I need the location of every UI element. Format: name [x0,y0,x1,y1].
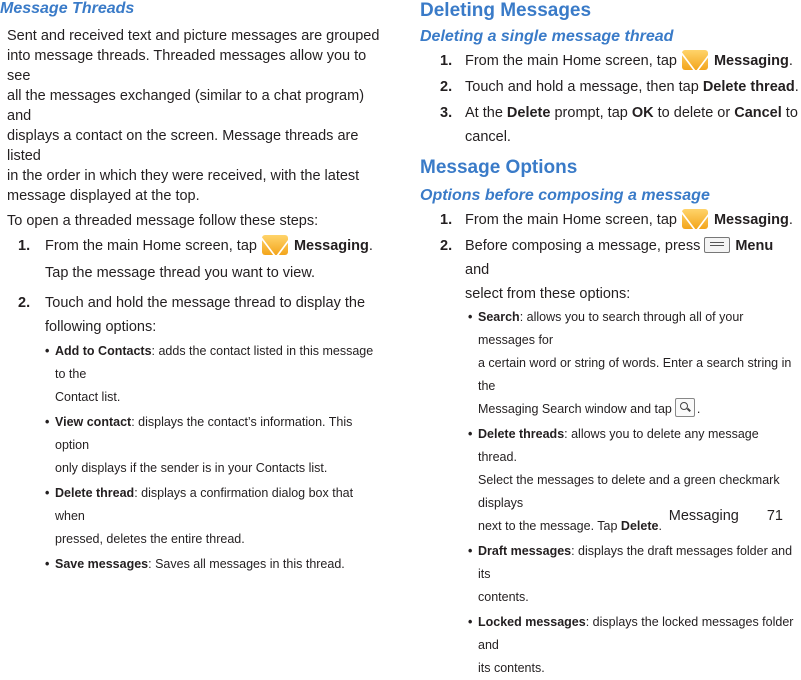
option-name: Draft messages [478,544,572,558]
option-item-cont [0,386,385,409]
intro-paragraph [0,26,385,206]
step-punct: . [794,79,799,95]
option-step-1 [420,208,801,232]
messaging-label: Messaging [713,53,789,69]
delete-step-2 [420,75,801,99]
option-name: Save messages [55,557,149,571]
option-item: • Add to Contacts: adds the contact listed in this message to the [45,344,374,381]
step-number: 2. [440,79,453,95]
menu-label: Menu [735,238,774,254]
option-desc: : allows you to delete any message thread. [478,427,759,464]
step-number: 3. [440,105,453,121]
page-footer [669,506,783,526]
option-item: • Locked messages: displays the locked messages folder and [468,615,794,652]
step-text: prompt, tap [550,105,632,121]
step-text: select from these options: [465,286,631,302]
step-2-line2 [0,315,385,339]
option-item-cont [420,657,801,680]
subheading-options-before: Options before composing a message [420,187,710,204]
delete-thread-label: Delete thread [702,79,795,95]
option-name: Delete threads [478,427,565,441]
right-column [420,0,801,680]
option-item-cont [420,586,801,609]
envelope-icon [262,235,288,255]
left-column [0,0,385,576]
option-item-cont [0,528,385,551]
option-name: Locked messages [478,615,586,629]
option-item: • Delete thread: displays a confirmation dialog box that when [45,486,354,523]
option-item: • Delete threads: allows you to delete any message thread. [468,427,759,464]
option-desc: : Saves all messages in this thread. [148,557,345,571]
step-1 [0,234,385,258]
heading-message-options: Message Options [420,157,578,178]
option-step-2-line2 [420,282,801,306]
step-text: to [781,105,798,121]
intro-line: all the messages exchanged (similar to a chat program) and [7,88,365,124]
delete-step-3 [420,101,801,125]
option-desc: : displays the contact’s information. This option [55,415,353,452]
option-desc: : adds the contact listed in this message to the [55,344,374,381]
menu-key-icon [704,237,730,253]
lead-text: To open a threaded message follow these steps: [7,213,319,229]
option-step-2 [420,234,801,282]
option-item: • Search: allows you to search through all of your messages for [468,310,744,347]
option-desc: only displays if the sender is in your Contacts list. [55,461,328,475]
step-punct: . [788,212,793,228]
step-punct: . [788,53,793,69]
option-desc: a certain word or string of words. Enter a search string in the [478,356,792,393]
section-heading-message-threads: Message Threads [0,0,135,17]
step-punct: . [368,238,373,254]
option-desc: Select the messages to delete and a green checkmark displays [478,473,780,510]
option-name: View contact [55,415,132,429]
intro-line: Sent and received text and picture messages are grouped [7,28,380,44]
option-item: • Draft messages: displays the draft messages folder and its [468,544,793,581]
cancel-label: Cancel [734,105,782,121]
options-list [0,340,385,576]
step-number: 2. [440,238,453,254]
option-desc: : displays the draft messages folder and its [478,544,793,581]
step-number: 1. [18,238,31,254]
step-text: following options: [45,319,157,335]
intro-line: into message threads. Threaded messages allow you to see [7,48,367,84]
messaging-label: Messaging [713,212,789,228]
option-name: Search [478,310,520,324]
search-icon [675,398,695,417]
option-desc: : allows you to search through all of your messages for [478,310,744,347]
option-desc: : displays a confirmation dialog box that when [55,486,354,523]
step-text: Before composing a message, press [465,238,701,254]
option-desc: pressed, deletes the entire thread. [55,532,245,546]
heading-deleting-messages: Deleting Messages [420,0,592,21]
footer-section-title: Messaging [668,508,739,524]
messaging-label: Messaging [293,238,369,254]
option-item-cont [420,352,801,398]
option-name: Delete thread [55,486,135,500]
step-number: 1. [440,53,453,69]
step-1-followup [0,261,385,285]
step-text: From the main Home screen, tap [465,212,677,228]
step-text: Touch and hold the message thread to display the [45,295,366,311]
option-desc: contents. [478,590,529,604]
delete-step-1 [420,49,801,73]
option-desc: : displays the locked messages folder and [478,615,794,652]
step-number: 1. [440,212,453,228]
option-item-cont [420,398,801,421]
option-item: • Save messages: Saves all messages in this thread. [45,557,345,571]
page-number: 71 [766,508,783,524]
delete-label: Delete [506,105,551,121]
step-text: From the main Home screen, tap [45,238,257,254]
intro-line: displays a contact on the screen. Message threads are listed [7,128,359,164]
step-text: At the [465,105,507,121]
step-text: cancel. [465,129,511,145]
step-number: 2. [18,295,31,311]
step-text: From the main Home screen, tap [465,53,677,69]
intro-line: in the order in which they were received, with the latest [7,168,360,184]
subheading-delete-thread: Deleting a single message thread [420,28,674,45]
option-item: • View contact: displays the contact’s information. This option [45,415,353,452]
message-options-list [420,306,801,680]
step-text: and [465,262,490,278]
delete-step-3-line2 [420,125,801,149]
envelope-icon [682,50,708,70]
option-desc: its contents. [478,661,545,675]
ok-label: OK [631,105,654,121]
option-name: Add to Contacts [55,344,152,358]
intro-line: message displayed at the top. [7,188,200,204]
step-text: to delete or [653,105,735,121]
option-desc: Messaging Search window and tap [478,402,672,416]
option-desc: Contact list. [55,390,121,404]
step-text: Tap the message thread you want to view. [45,265,316,281]
step-text: Touch and hold a message, then tap [465,79,703,95]
delete-label: Delete [620,519,659,533]
option-desc: next to the message. Tap [478,519,621,533]
step-2 [0,291,385,315]
option-punct: . [658,519,662,533]
option-punct: . [696,402,701,416]
envelope-icon [682,209,708,229]
option-item-cont [0,457,385,480]
